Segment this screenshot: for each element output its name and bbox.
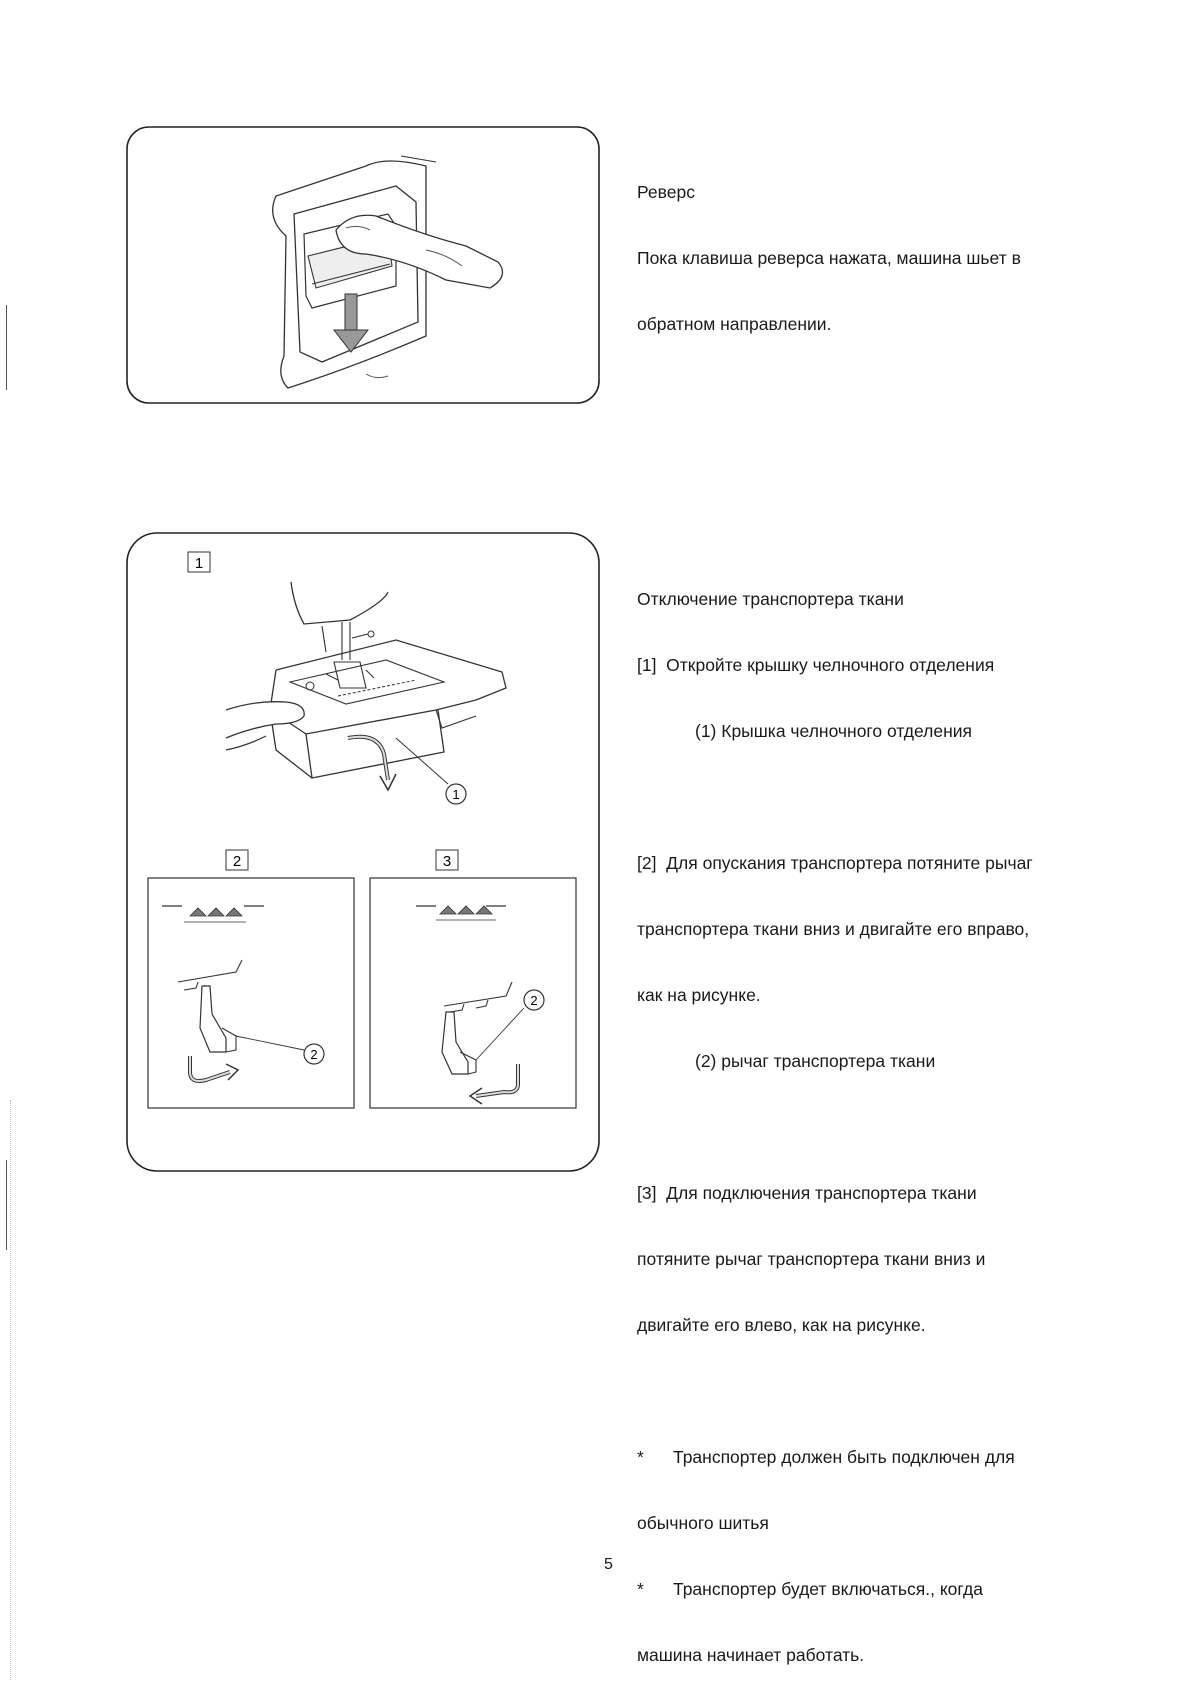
reverse-text-block — [637, 137, 1021, 357]
step-2-line-2: транспортера ткани вниз и двигайте его вправо, — [637, 919, 1030, 939]
feed-dog-figure — [126, 532, 600, 1174]
step-2-line-3: как на рисунке. — [637, 985, 761, 1005]
page-number: 5 — [604, 1556, 613, 1573]
step-3-line-2: потяните рычаг транспортера ткани вниз и — [637, 1249, 986, 1269]
reverse-line-2: обратном направлении. — [637, 314, 832, 334]
note-2-line-1: * Транспортер будет включаться., когда — [637, 1579, 983, 1599]
step-1-box-label: 1 — [194, 555, 204, 572]
note-1-line-1: * Транспортер должен быть подключен для — [637, 1447, 1015, 1467]
step-1-note: (1) Крышка челночного отделения — [695, 721, 973, 741]
note-1-line-2: обычного шитья — [637, 1513, 769, 1533]
step-3-box-label: 3 — [442, 853, 452, 870]
callout-2-label-panel3: 2 — [530, 993, 538, 1008]
note-2-line-2: машина начинает работать. — [637, 1645, 865, 1665]
step-3-line-3: двигайте его влево, как на рисунке. — [637, 1315, 926, 1335]
scan-edge-mark — [6, 1160, 7, 1250]
step-2-box-label: 2 — [232, 853, 242, 870]
step-3-line-1: [3] Для подключения транспортера ткани — [637, 1183, 977, 1203]
scan-edge-dots — [10, 1100, 12, 1680]
reverse-line-1: Пока клавиша реверса нажата, машина шьет в — [637, 248, 1021, 268]
feed-dog-title: Отключение транспортера ткани — [637, 589, 904, 609]
callout-2-label: 2 — [310, 1047, 318, 1062]
callout-1-label: 1 — [452, 787, 460, 802]
scan-edge-mark — [6, 305, 7, 390]
reverse-title: Реверс — [637, 182, 695, 202]
feed-dog-text-block — [637, 544, 1033, 1688]
reverse-figure — [126, 126, 600, 406]
step-1-text: [1] Откройте крышку челночного отделения — [637, 655, 995, 675]
step-2-line-1: [2] Для опускания транспортера потяните рычаг — [637, 853, 1033, 873]
step-2-note: (2) рычаг транспортера ткани — [695, 1051, 936, 1071]
